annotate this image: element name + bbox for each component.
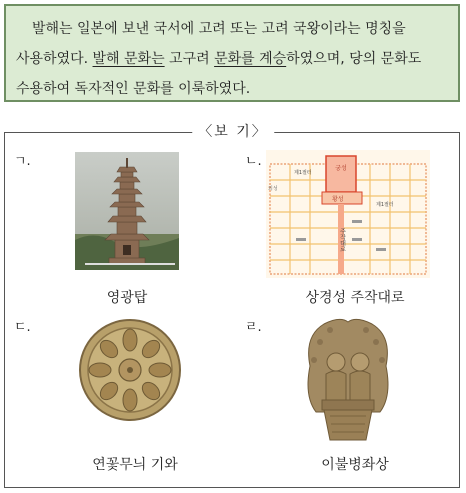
- item-mark-d: ㄹ.: [245, 320, 262, 335]
- passage-text: 고구려: [164, 51, 215, 67]
- buddha-statue-photo: [300, 316, 396, 444]
- passage-text: 사용하였다.: [16, 51, 93, 67]
- item-mark-a: ㄱ.: [14, 154, 31, 169]
- caption-buddha-statue: 이불병좌상: [321, 457, 389, 473]
- map-label-palace: 궁성: [335, 165, 347, 172]
- caption-main-road: 상경성 주작대로: [305, 290, 405, 306]
- pagoda-photo: [75, 152, 179, 270]
- underlined-phrase-2: 문화를 계승: [214, 51, 287, 67]
- passage-line-3: 수용하여 독자적인 문화를 이룩하였다.: [16, 81, 251, 97]
- item-mark-b: ㄴ.: [245, 154, 262, 169]
- lotus-tile-photo: [78, 318, 182, 422]
- caption-pagoda: 영광탑: [106, 290, 148, 306]
- caption-lotus-tile: 연꽃무늬 기와: [92, 457, 178, 473]
- map-label-imperial: 황성: [332, 196, 344, 203]
- map-label-outer: 외성: [268, 186, 278, 192]
- underlined-phrase-1: 발해 문화는: [92, 51, 165, 67]
- city-map: [266, 150, 430, 278]
- passage-line-2: [16, 44, 450, 74]
- map-label-east: 제1절터: [376, 202, 394, 208]
- passage-text: 하였으며, 당의 문화도: [286, 51, 422, 67]
- item-mark-c: ㄷ.: [14, 320, 31, 335]
- passage-line-1: 발해는 일본에 보낸 국서에 고려 또는 고려 국왕이라는 명칭을: [32, 21, 406, 37]
- choices-box-title: 〈보 기〉: [192, 121, 274, 141]
- map-label-road: 주작대로: [338, 228, 346, 252]
- passage-box: [4, 4, 460, 102]
- map-label-west: 제1절터: [294, 170, 312, 176]
